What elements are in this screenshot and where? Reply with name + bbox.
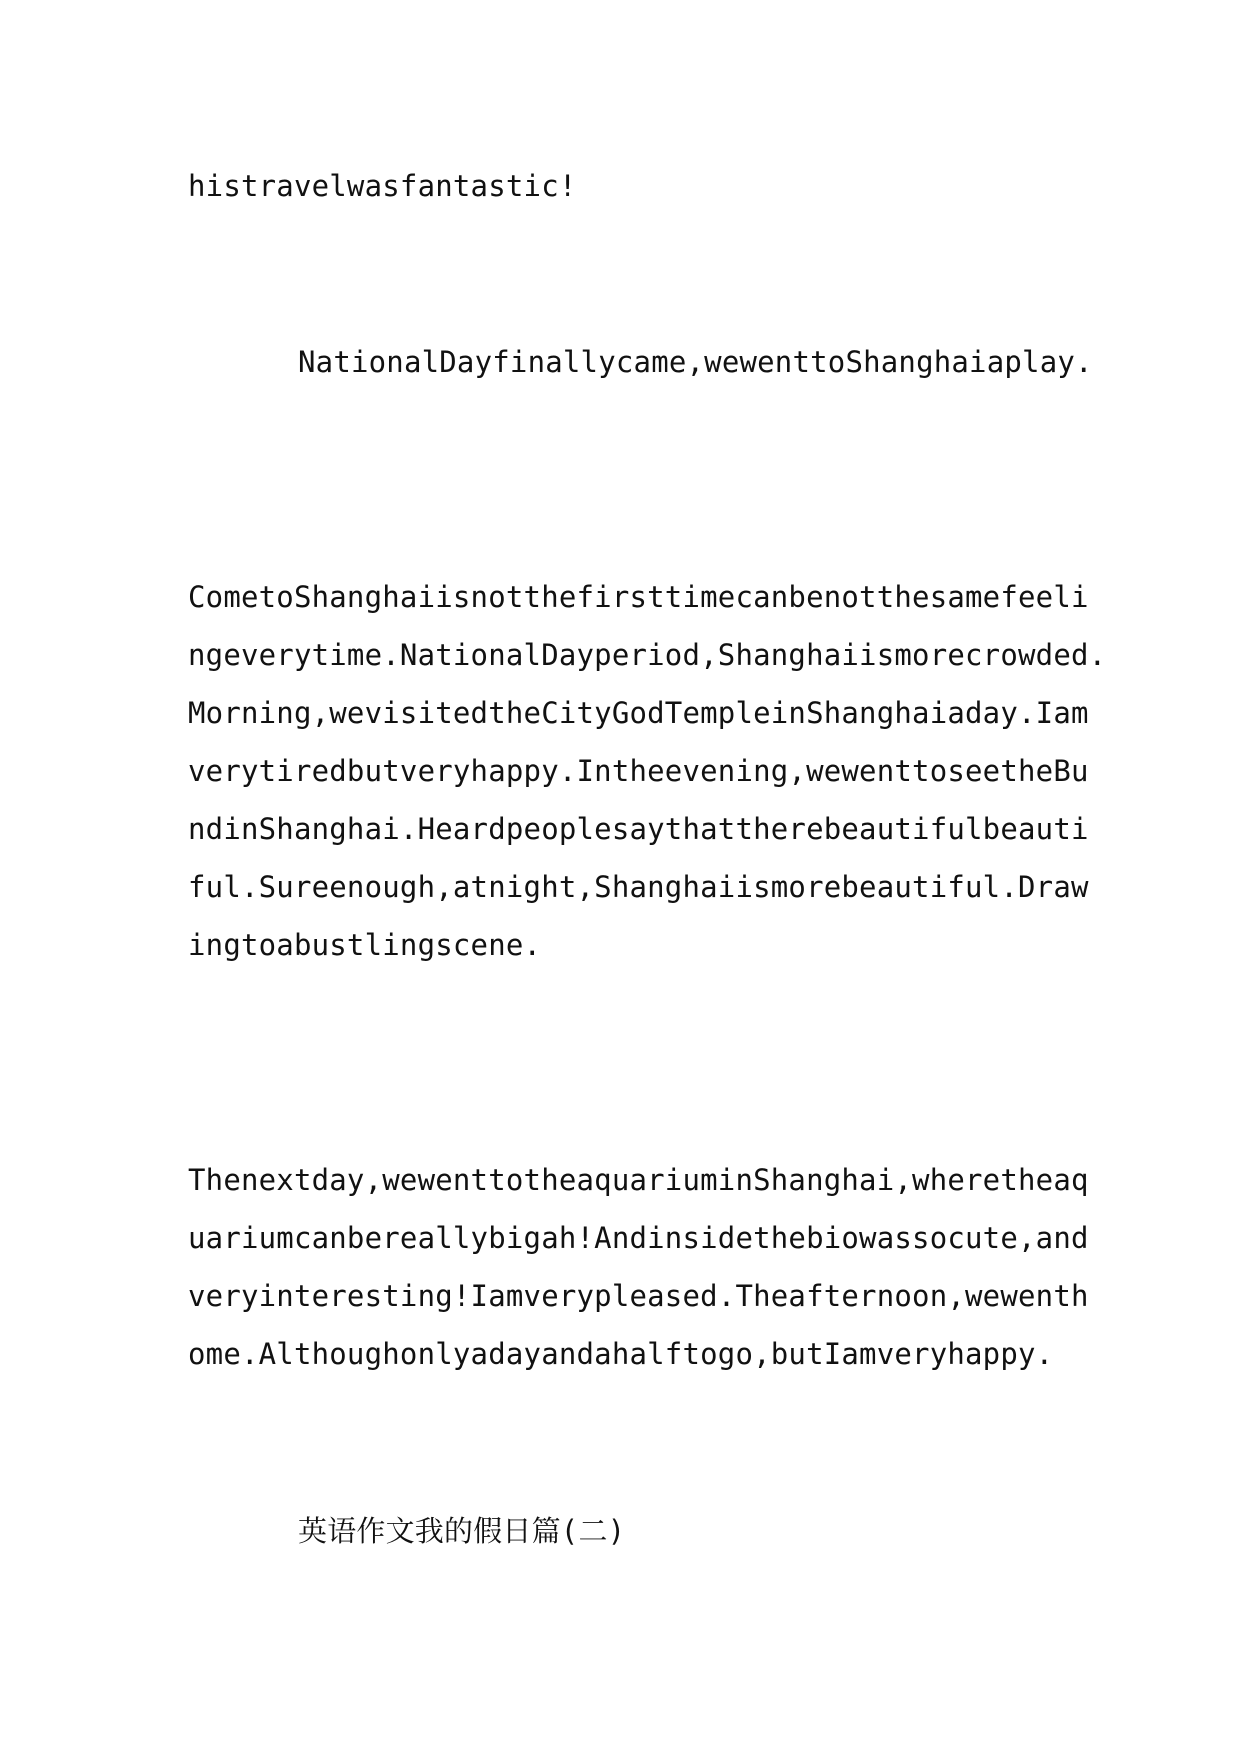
- section-heading: 英语作文我的假日篇(二): [298, 1514, 626, 1548]
- paragraph-3-line-1: CometoShanghaiisnotthefirsttimecanbenotthesamefeeli: [188, 580, 1089, 614]
- paragraph-3-line-4: verytiredbutveryhappy.Intheevening,wewenttoseetheBu: [188, 754, 1089, 788]
- paragraph-4-line-4: ome.Althoughonlyadayandahalftogo,butIamveryhappy.: [188, 1337, 1054, 1371]
- paragraph-4-line-1: Thenextday,wewenttotheaquariuminShanghai,wheretheaq: [188, 1163, 1089, 1197]
- paragraph-3-line-2: ngeverytime.NationalDayperiod,Shanghaiismorecrowded.: [188, 638, 1107, 672]
- paragraph-3-line-3: Morning,wevisitedtheCityGodTempleinShanghaiaday.Iam: [188, 696, 1089, 730]
- paragraph-4-line-3: veryinteresting!Iamverypleased.Theafternoon,wewenth: [188, 1279, 1089, 1313]
- paragraph-3-line-7: ingtoabustlingscene.: [188, 928, 542, 962]
- paragraph-4-line-2: uariumcanbereallybigah!Andinsidethebiowassocute,and: [188, 1221, 1089, 1255]
- paragraph-1-line-1: histravelwasfantastic!: [188, 169, 577, 203]
- paragraph-2-line-1: NationalDayfinallycame,wewenttoShanghaiaplay.: [298, 345, 1093, 379]
- paragraph-3-line-6: ful.Sureenough,atnight,Shanghaiismorebeautiful.Draw: [188, 870, 1089, 904]
- paragraph-3-line-5: ndinShanghai.Heardpeoplesaythattherebeautifulbeauti: [188, 812, 1089, 846]
